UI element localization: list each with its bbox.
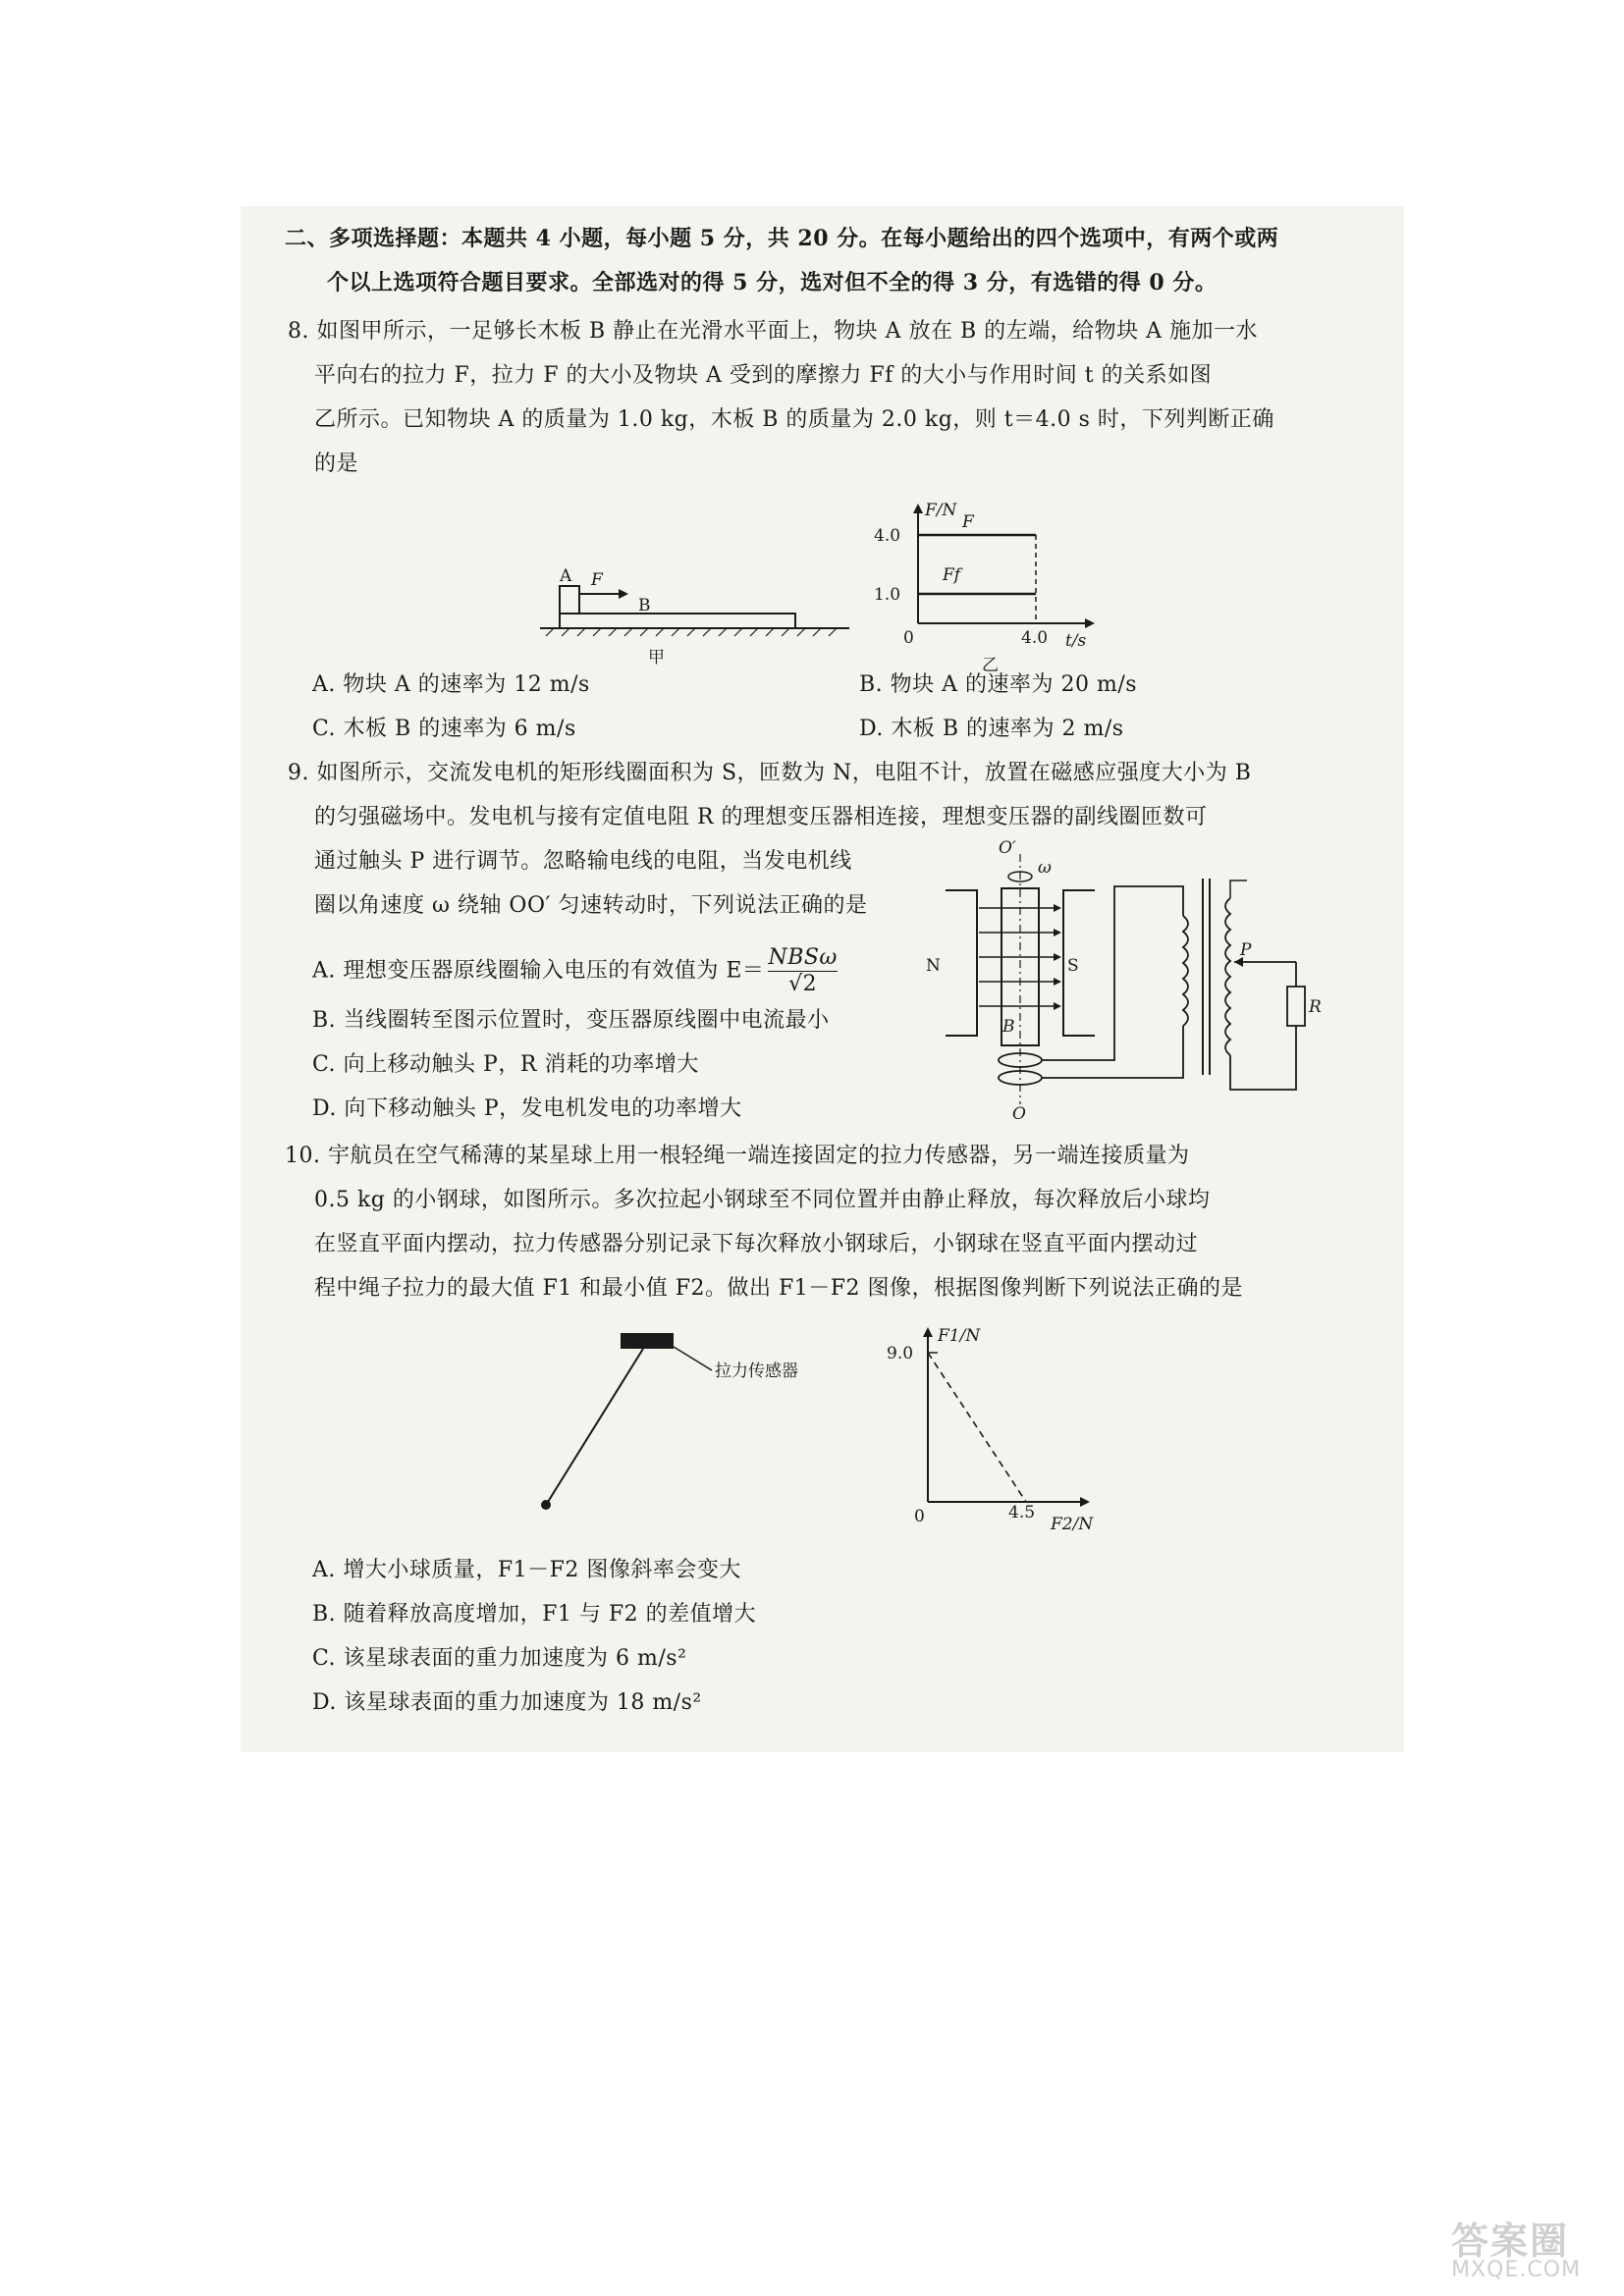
yi-y-arrow xyxy=(913,504,923,513)
q9-line-2: 的匀强磁场中。发电机与接有定值电阻 R 的理想变压器相连接，理想变压器的副线圈匝数可 xyxy=(314,805,1208,829)
resistor xyxy=(1287,987,1305,1026)
field-arrowheads xyxy=(1054,904,1061,1010)
section-header-line-2: 个以上选项符合题目要求。全部选对的得 5 分，选对但不全的得 3 分，有选错的得 0 分。 xyxy=(327,270,1218,295)
q9-option-a xyxy=(312,945,838,997)
f1-value: 9.0 xyxy=(887,1344,914,1363)
ground-hatching xyxy=(546,628,837,636)
q9-option-a-numerator: NBSω xyxy=(768,945,838,970)
q10-line-3: 在竖直平面内摆动，拉力传感器分别记录下每次释放小钢球后，小钢球在竖直平面内摆动过 xyxy=(314,1232,1199,1256)
field-label: B xyxy=(1002,1017,1015,1037)
steel-ball xyxy=(541,1500,551,1510)
sensor-pointer xyxy=(674,1347,712,1370)
q8-option-a: A. 物块 A 的速率为 12 m/s xyxy=(312,672,590,697)
f1-f2-line xyxy=(928,1353,1026,1502)
secondary-bottom-lead xyxy=(1230,1026,1296,1090)
q9-figure xyxy=(918,838,1322,1124)
q8-line-4: 的是 xyxy=(314,452,359,476)
board-b xyxy=(560,614,795,628)
axis-top-label: O′ xyxy=(999,838,1016,858)
yi-f-label: F xyxy=(962,512,974,532)
f1-axis-arrow xyxy=(923,1327,933,1337)
q9-option-a-denominator: √2 xyxy=(788,972,818,996)
tap-label: P xyxy=(1240,940,1252,960)
yi-x-tick: 4.0 xyxy=(1021,628,1049,648)
sensor-label: 拉力传感器 xyxy=(715,1362,798,1381)
q9-option-a-prefix: A. 理想变压器原线圈输入电压的有效值为 E＝ xyxy=(312,958,765,984)
resistor-label: R xyxy=(1309,997,1322,1017)
force-sensor xyxy=(621,1333,674,1349)
graph-origin: 0 xyxy=(914,1507,925,1526)
q10-option-c: C. 该星球表面的重力加速度为 6 m/s² xyxy=(312,1646,687,1671)
force-label: F xyxy=(591,570,603,590)
q10-option-a: A. 增大小球质量，F1－F2 图像斜率会变大 xyxy=(312,1558,741,1582)
magnet-n-label: N xyxy=(926,956,941,976)
fig-jia-caption: 甲 xyxy=(648,648,665,667)
secondary-coil xyxy=(1225,898,1230,1055)
yi-y-top: 4.0 xyxy=(874,526,901,546)
q9-line-3: 通过触头 P 进行调节。忽略输电线的电阻，当发电机线 xyxy=(314,849,852,874)
magnet-s-label: S xyxy=(1067,956,1079,976)
q8-line-3: 乙所示。已知物块 A 的质量为 1.0 kg，木板 B 的质量为 2.0 kg，则 t＝4.0 s 时，下列判断正确 xyxy=(314,407,1274,432)
q8-option-c: C. 木板 B 的速率为 6 m/s xyxy=(312,717,576,741)
q10-line-1: 10. 宇航员在空气稀薄的某星球上用一根轻绳一端连接固定的拉力传感器，另一端连接质量为 xyxy=(285,1144,1190,1168)
q9-option-d: D. 向下移动触头 P，发电机发电的功率增大 xyxy=(312,1096,742,1121)
q10-line-2: 0.5 kg 的小钢球，如图所示。多次拉起小钢球至不同位置并由静止释放，每次释放后小球均 xyxy=(314,1188,1211,1212)
q10-option-b: B. 随着释放高度增加，F1 与 F2 的差值增大 xyxy=(312,1602,757,1627)
q10-line-4: 程中绳子拉力的最大值 F1 和最小值 F2。做出 F1－F2 图像，根据图像判断下列说法正确的是 xyxy=(314,1276,1244,1301)
magnet-n xyxy=(946,890,977,1036)
yi-x-arrow xyxy=(1085,618,1095,628)
q8-option-d: D. 木板 B 的速率为 2 m/s xyxy=(859,717,1124,741)
yi-y-label: F/N xyxy=(925,501,957,520)
axis-bottom-label: O xyxy=(1012,1104,1026,1124)
q10-pendulum-figure xyxy=(530,1325,864,1522)
board-b-label: B xyxy=(638,596,651,615)
q9-line-4: 圈以角速度 ω 绕轴 OO′ 匀速转动时，下列说法正确的是 xyxy=(314,893,868,918)
q10-option-d: D. 该星球表面的重力加速度为 18 m/s² xyxy=(312,1690,702,1715)
field-lines xyxy=(979,908,1056,1006)
section-header-line-1: 二、多项选择题：本题共 4 小题，每小题 5 分，共 20 分。在每小题给出的四个选项中，有两个或两 xyxy=(285,226,1279,251)
q10-f1-f2-graph xyxy=(879,1315,1114,1541)
f1-axis-label: F1/N xyxy=(938,1326,981,1346)
rope xyxy=(548,1349,643,1502)
secondary-top-lead xyxy=(1230,881,1247,898)
omega-label: ω xyxy=(1038,858,1052,878)
watermark-brand: 答案圈 xyxy=(1451,2219,1570,2263)
block-a-label: A xyxy=(560,566,572,586)
q9-option-a-fraction xyxy=(768,945,837,997)
q9-option-b: B. 当线圈转至图示位置时，变压器原线圈中电流最小 xyxy=(312,1008,830,1033)
q9-line-1: 9. 如图所示，交流发电机的矩形线圈面积为 S，匝数为 N，电阻不计，放置在磁感应强度大小为 B xyxy=(288,761,1252,785)
q8-option-b: B. 物块 A 的速率为 20 m/s xyxy=(859,672,1138,697)
yi-origin: 0 xyxy=(903,628,914,648)
q8-line-1: 8. 如图甲所示，一足够长木板 B 静止在光滑水平面上，物块 A 放在 B 的左端，给物块 A 施加一水 xyxy=(288,319,1259,344)
primary-coil xyxy=(1183,916,1188,1026)
f2-value: 4.5 xyxy=(1008,1503,1036,1522)
watermark-url: MXQE.COM xyxy=(1451,2258,1581,2282)
yi-x-label: t/s xyxy=(1065,631,1087,651)
fig-yi-caption: 乙 xyxy=(982,656,999,675)
block-a xyxy=(560,586,579,614)
f2-axis-arrow xyxy=(1080,1497,1090,1507)
q8-figure-yi xyxy=(864,496,1100,677)
yi-y-low: 1.0 xyxy=(874,585,901,605)
yi-ff-label: Ff xyxy=(943,565,961,585)
q9-option-c: C. 向上移动触头 P，R 消耗的功率增大 xyxy=(312,1052,699,1077)
q8-line-2: 平向右的拉力 F，拉力 F 的大小及物块 A 受到的摩擦力 Ff 的大小与作用时间 t 的关系如图 xyxy=(314,363,1213,388)
f2-axis-label: F2/N xyxy=(1051,1515,1094,1534)
force-arrowhead xyxy=(619,589,628,599)
q8-figure-jia xyxy=(530,530,854,677)
